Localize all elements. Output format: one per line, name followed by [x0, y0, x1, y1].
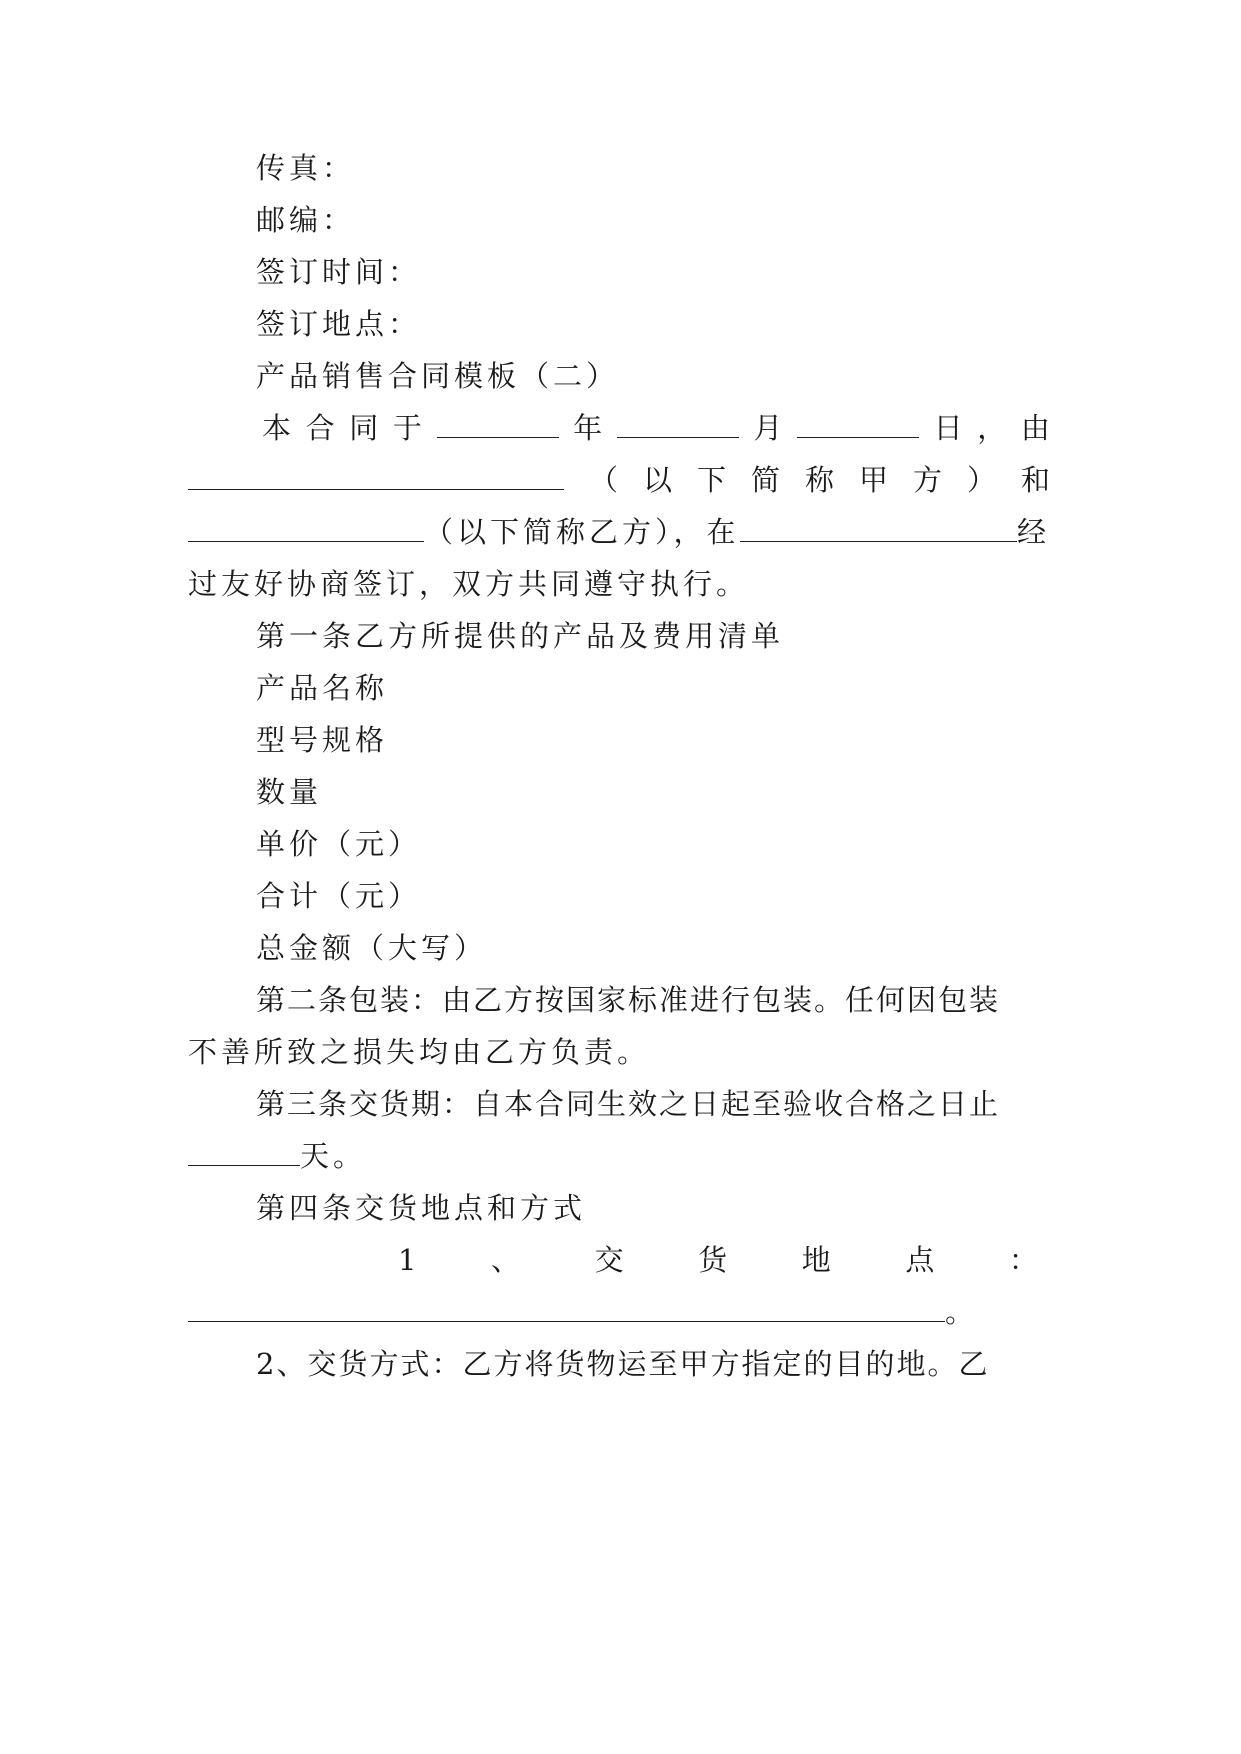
place-blank[interactable]: [740, 517, 1017, 542]
party-a-char: 方: [912, 463, 942, 497]
party-b-tail: 经: [1016, 515, 1050, 549]
postcode-line: 邮编：: [256, 203, 356, 237]
party-a-char: （: [588, 463, 618, 497]
intro-end-line: 过友好协商签订，双方共同遵守执行。: [188, 567, 750, 601]
model-spec-line: 型号规格: [256, 723, 389, 757]
article1-title: 第一条乙方所提供的产品及费用清单: [256, 619, 785, 653]
party-a-char: 甲: [858, 463, 888, 497]
total-line: 合计（元）: [256, 879, 422, 913]
delivery-char: 货: [698, 1243, 728, 1277]
intro-word: 同: [349, 411, 379, 445]
unit-price-line: 单价（元）: [256, 827, 422, 861]
day-blank[interactable]: [797, 413, 919, 438]
party-a-line: [188, 462, 1050, 498]
sign-time-line: 签订时间：: [256, 255, 422, 289]
sign-place-line: 签订地点：: [256, 307, 422, 341]
day-label: 日: [933, 411, 963, 445]
comma: ，: [977, 411, 1007, 445]
delivery-char: 1: [398, 1243, 417, 1277]
days-blank[interactable]: [188, 1141, 300, 1166]
delivery-place-blank[interactable]: [188, 1297, 945, 1322]
article2-line-1: 第二条包装：由乙方按国家标准进行包装。任何因包装: [256, 983, 1001, 1017]
intro-word: 合: [305, 411, 335, 445]
article3-line-2: [188, 1138, 1050, 1174]
party-a-char: 下: [696, 463, 726, 497]
intro-word: 本: [262, 411, 292, 445]
party-b-blank[interactable]: [188, 517, 424, 542]
intro-word: 于: [392, 411, 422, 445]
month-label: 月: [753, 411, 783, 445]
delivery-char: 点: [905, 1243, 935, 1277]
delivery-place-line: [398, 1242, 1038, 1278]
delivery-char: 地: [801, 1243, 831, 1277]
party-a-char: 以: [642, 463, 672, 497]
delivery-char: ：: [1008, 1243, 1038, 1277]
article2-line-2: 不善所致之损失均由乙方负责。: [188, 1035, 651, 1069]
article3-line-1: 第三条交货期：自本合同生效之日起至验收合格之日止: [256, 1087, 1001, 1121]
year-blank[interactable]: [437, 413, 559, 438]
quantity-line: 数量: [256, 775, 323, 809]
days-label: 天。: [300, 1139, 367, 1173]
period: 。: [944, 1295, 978, 1329]
party-a-char: 简: [750, 463, 780, 497]
product-name-line: 产品名称: [256, 671, 389, 705]
party-a-char: 称: [804, 463, 834, 497]
fax-line: 传真：: [256, 151, 356, 185]
template-title: 产品销售合同模板（二）: [256, 359, 620, 393]
intro-line: [262, 410, 1050, 446]
article4-title: 第四条交货地点和方式: [256, 1191, 587, 1225]
delivery-char: 交: [594, 1243, 624, 1277]
delivery-place-blank-line: [188, 1294, 978, 1330]
total-amount-line: 总金额（大写）: [256, 931, 488, 965]
month-blank[interactable]: [617, 413, 739, 438]
party-b-line: [188, 514, 1050, 550]
party-a-blank[interactable]: [188, 465, 564, 490]
party-a-char: ）: [966, 463, 996, 497]
party-a-char: 和: [1020, 463, 1050, 497]
party-b-text: （以下简称乙方），在: [424, 515, 740, 549]
delivery-method-line: 2、交货方式：乙方将货物运至甲方指定的目的地。乙: [256, 1347, 990, 1381]
by-label: 由: [1020, 411, 1050, 445]
year-label: 年: [573, 411, 603, 445]
delivery-char: 、: [491, 1243, 521, 1277]
